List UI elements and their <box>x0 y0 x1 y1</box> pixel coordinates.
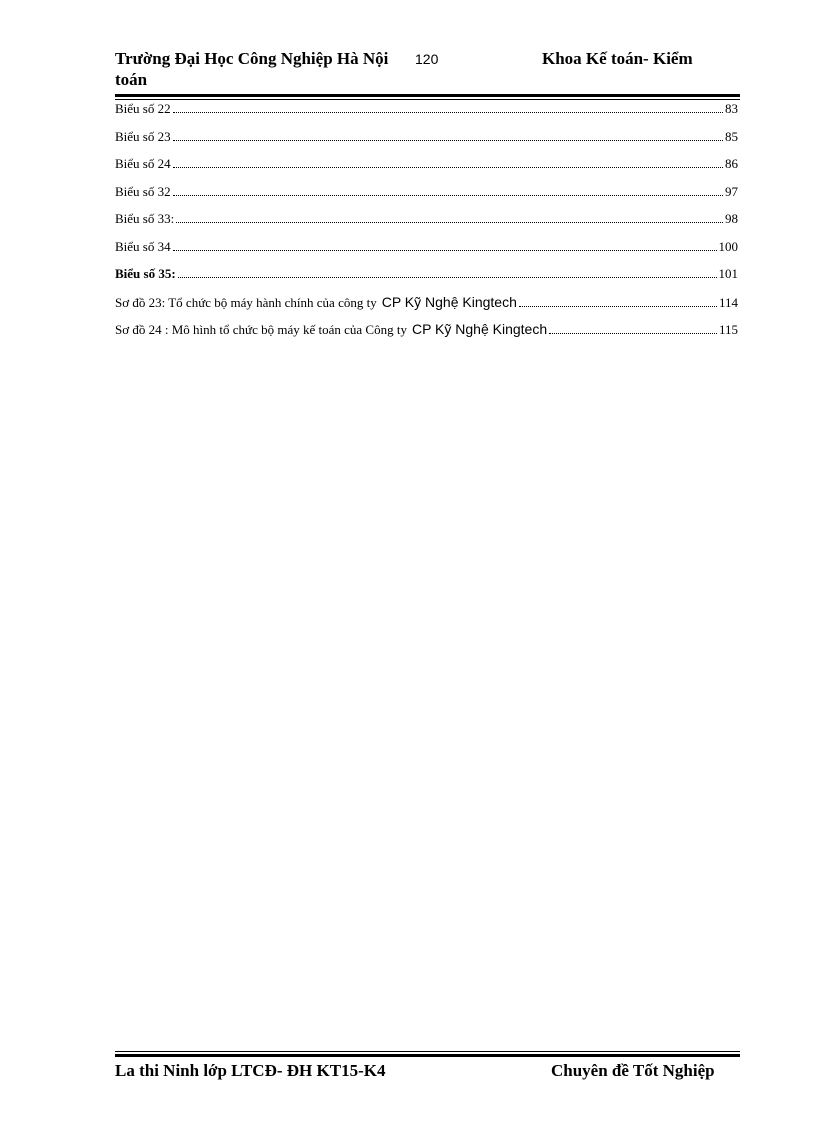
toc-dot-leader <box>173 140 723 141</box>
toc-entry[interactable] <box>115 211 738 239</box>
toc-entry-page: 98 <box>725 211 738 226</box>
toc-entry[interactable] <box>115 294 738 322</box>
table-of-contents <box>115 101 738 349</box>
toc-dot-leader <box>173 250 717 251</box>
toc-dot-leader <box>173 112 723 113</box>
toc-dot-leader <box>173 195 723 196</box>
toc-entry-page: 101 <box>718 266 738 281</box>
toc-entry[interactable] <box>115 266 738 294</box>
toc-entry-page: 86 <box>725 156 738 171</box>
toc-entry-page: 114 <box>718 294 738 310</box>
school-name: Trường Đại Học Công Nghiệp Hà Nội <box>115 49 389 68</box>
toc-entry-company: CP Kỹ Nghệ Kingtech <box>381 293 517 310</box>
toc-entry[interactable] <box>115 321 738 349</box>
toc-entry[interactable] <box>115 239 738 267</box>
toc-entry[interactable] <box>115 101 738 129</box>
toc-entry-page: 115 <box>718 322 738 337</box>
toc-entry-label: Biểu số 35: <box>115 266 176 281</box>
faculty-name: Khoa Kế toán- Kiểm <box>542 49 693 68</box>
toc-entry[interactable] <box>115 184 738 212</box>
toc-entry-company: CP Kỹ Nghệ Kingtech <box>411 321 548 337</box>
header-rule <box>115 94 740 100</box>
toc-dot-leader <box>173 167 723 168</box>
toc-dot-leader <box>519 306 717 307</box>
toc-entry-label: Biểu số 24 <box>115 156 171 171</box>
toc-entry-label: Biểu số 23 <box>115 128 171 144</box>
toc-entry-label: Biểu số 34 <box>115 238 171 254</box>
footer-rule <box>115 1051 740 1057</box>
footer-author: La thi Ninh lớp LTCĐ- ĐH KT15-K4 <box>115 1061 386 1080</box>
toc-entry-page: 100 <box>718 238 738 254</box>
footer-title: Chuyên đề Tốt Nghiệp <box>551 1061 715 1080</box>
toc-entry[interactable] <box>115 129 738 157</box>
faculty-name-continued: toán <box>115 70 148 89</box>
toc-entry-label: Sơ đồ 23: Tổ chức bộ máy hành chính của công ty <box>115 294 377 310</box>
toc-entry-page: 85 <box>725 128 738 144</box>
toc-entry-label: Biểu số 32 <box>115 183 171 199</box>
toc-dot-leader <box>549 333 717 334</box>
page-number: 120 <box>415 51 439 67</box>
toc-entry[interactable] <box>115 156 738 184</box>
toc-entry-label: Biểu số 33: <box>115 211 175 226</box>
toc-entry-label: Sơ đồ 24 : Mô hình tổ chức bộ máy kế toán của Công ty <box>115 322 407 337</box>
toc-entry-page: 83 <box>725 101 738 116</box>
toc-entry-label: Biểu số 22 <box>115 101 171 116</box>
toc-dot-leader <box>176 222 723 223</box>
toc-entry-page: 97 <box>725 183 738 199</box>
toc-dot-leader <box>178 277 717 278</box>
